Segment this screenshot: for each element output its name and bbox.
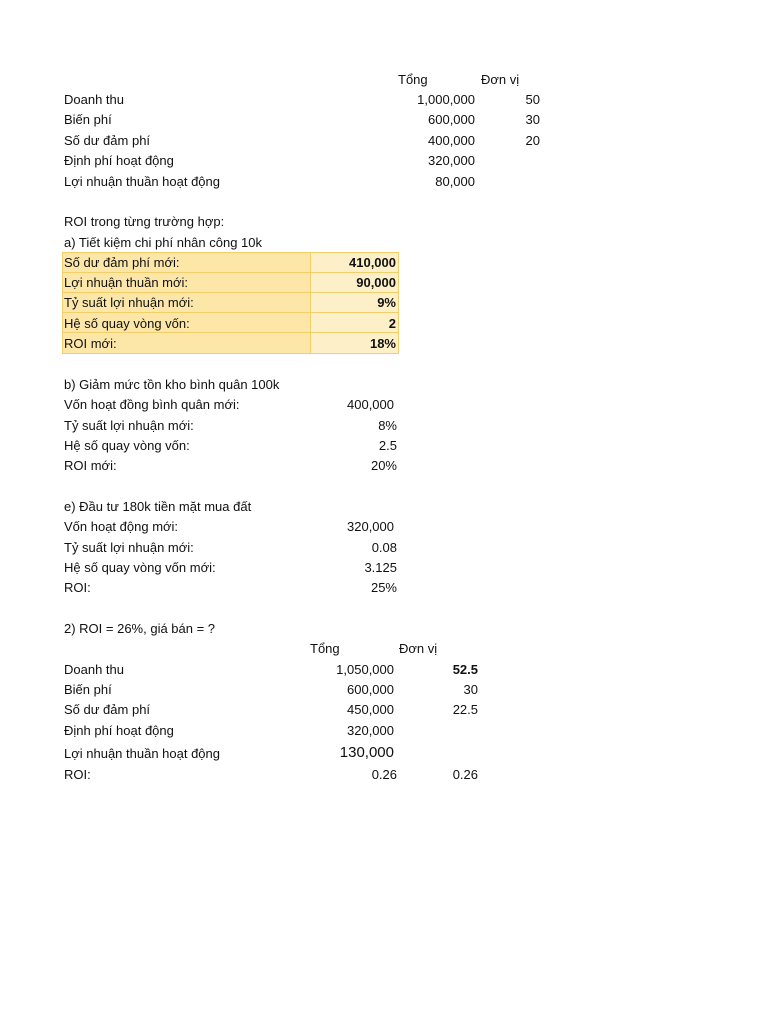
case-b-label: Hệ số quay vòng vốn:: [64, 438, 190, 453]
case-e-value: 25%: [370, 580, 397, 595]
top-row-total: 600,000: [428, 112, 475, 127]
case-a-value: 90,000: [356, 275, 396, 290]
case-a-title: a) Tiết kiệm chi phí nhân công 10k: [64, 235, 263, 250]
top-row-unit: 20: [525, 133, 540, 148]
part2-row-label: Định phí hoạt động: [64, 723, 174, 738]
case-e-value: 3.125: [364, 560, 397, 575]
part2-row-total: 0.26: [371, 767, 397, 782]
part2-header-total: Tổng: [310, 641, 340, 656]
case-a-label: Hệ số quay vòng vốn:: [64, 316, 190, 331]
case-b-value: 8%: [378, 418, 397, 433]
part2-row-total: 320,000: [347, 723, 394, 738]
case-a-label: ROI mới:: [64, 336, 117, 351]
part2-row-total: 1,050,000: [336, 662, 394, 677]
top-row-unit: 30: [525, 112, 540, 127]
part2-row-unit: 22.5: [452, 702, 478, 717]
case-a-label: Tỷ suất lợi nhuận mới:: [64, 295, 194, 310]
case-b-label: Tỷ suất lợi nhuận mới:: [64, 418, 194, 433]
part2-row-label: Biến phí: [64, 682, 112, 697]
top-row-total: 320,000: [428, 153, 475, 168]
part2-row-label: Doanh thu: [64, 662, 124, 677]
part2-row-label: Lợi nhuận thuần hoạt động: [64, 746, 220, 761]
top-row-label: Biến phí: [64, 112, 112, 127]
case-a-value: 2: [388, 316, 396, 331]
case-a-value: 9%: [377, 295, 396, 310]
part2-row-label: Số dư đảm phí: [64, 702, 151, 717]
top-row-total: 400,000: [428, 133, 475, 148]
case-e-title: e) Đầu tư 180k tiền mặt mua đất: [64, 499, 252, 514]
case-a-value: 18%: [369, 336, 396, 351]
case-a-label: Lợi nhuận thuần mới:: [64, 275, 189, 290]
part2-row-total: 600,000: [347, 682, 394, 697]
case-a-value: 410,000: [349, 255, 396, 270]
part2-row-unit: 30: [463, 682, 478, 697]
top-header-total: Tổng: [398, 72, 428, 87]
case-b-label: ROI mới:: [64, 458, 117, 473]
top-row-label: Số dư đảm phí: [64, 133, 151, 148]
case-b-value: 400,000: [347, 397, 394, 412]
case-b-value: 20%: [370, 458, 397, 473]
case-b-value: 2.5: [378, 438, 397, 453]
top-row-total: 1,000,000: [417, 92, 475, 107]
top-header-unit: Đơn vị: [481, 72, 520, 87]
case-e-label: Tỷ suất lợi nhuận mới:: [64, 540, 194, 555]
top-row-total: 80,000: [435, 174, 475, 189]
part2-header-unit: Đơn vị: [399, 641, 438, 656]
case-e-value: 320,000: [347, 519, 394, 534]
part2-row-label: ROI:: [64, 767, 91, 782]
case-b-label: Vốn hoạt đồng bình quân mới:: [64, 397, 240, 412]
part2-row-total: 130,000: [339, 744, 394, 761]
top-row-label: Lợi nhuận thuần hoạt động: [64, 174, 220, 189]
top-row-label: Định phí hoạt động: [64, 153, 174, 168]
top-row-unit: 50: [525, 92, 540, 107]
case-e-value: 0.08: [371, 540, 397, 555]
case-b-title: b) Giảm mức tồn kho bình quân 100k: [64, 377, 280, 392]
part2-row-unit: 52.5: [452, 662, 478, 677]
case-a-label: Số dư đảm phí mới:: [64, 255, 180, 270]
case-e-label: ROI:: [64, 580, 91, 595]
part2-row-unit: 0.26: [452, 767, 478, 782]
case-e-label: Vốn hoạt động mới:: [64, 519, 179, 534]
part2-row-total: 450,000: [347, 702, 394, 717]
top-row-label: Doanh thu: [64, 92, 124, 107]
case-e-label: Hệ số quay vòng vốn mới:: [64, 560, 216, 575]
roi-title: ROI trong từng trường hợp:: [64, 214, 225, 229]
part2-title: 2) ROI = 26%, giá bán = ?: [64, 621, 216, 636]
